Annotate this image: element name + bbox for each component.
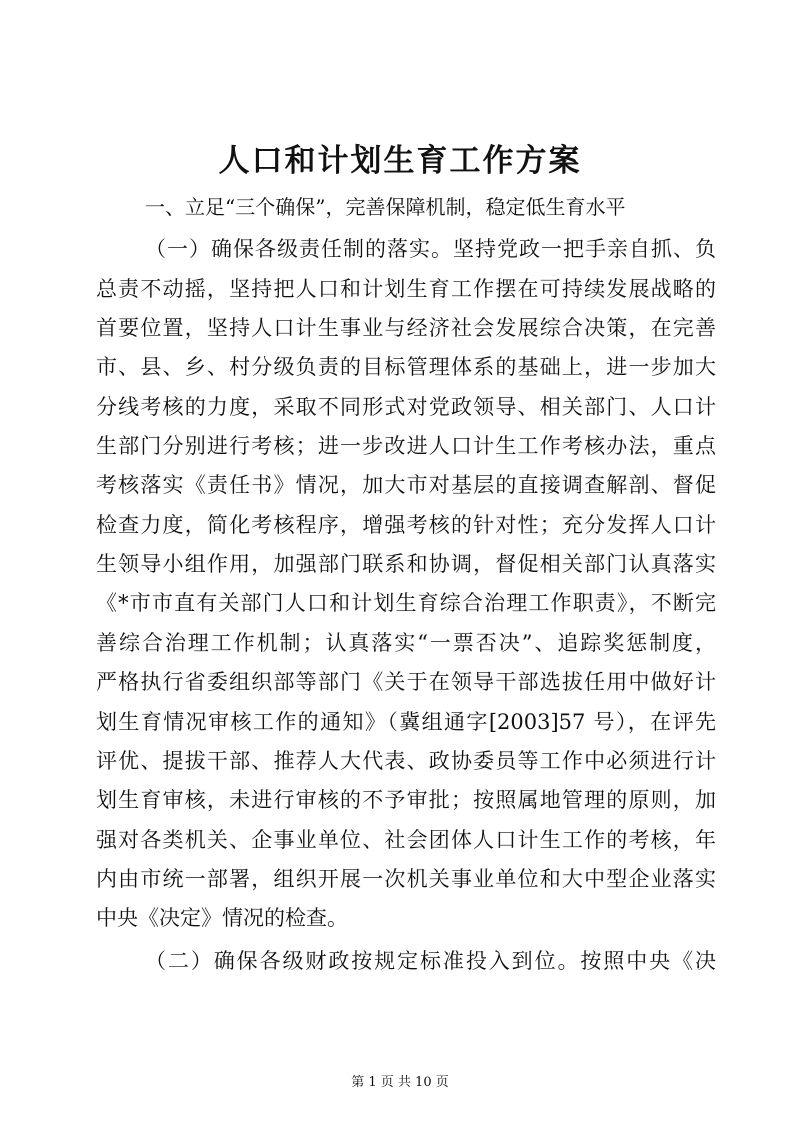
page-number: 第 1 页 共 10 页	[351, 1075, 449, 1090]
document-title: 人口和计划生育工作方案	[218, 143, 582, 179]
paragraph-1-line: 内由市统一部署，组织开展一次机关事业单位和大中型企业落实	[96, 867, 716, 891]
paragraph-1-line: 考核落实《责任书》情况，加大市对基层的直接调查解剖、督促	[96, 473, 716, 497]
paragraph-1-line: 划生育情况审核工作的通知》（冀组通字[2003]57 号），在评先	[96, 710, 716, 734]
section-heading: 一、立足“三个确保”，完善保障机制，稳定低生育水平	[145, 195, 626, 219]
paragraph-1-line: 评优、提拔干部、推荐人大代表、政协委员等工作中必须进行计	[96, 749, 716, 773]
paragraph-1-line: 分线考核的力度，采取不同形式对党政领导、相关部门、人口计	[96, 395, 716, 419]
paragraph-1-line: 划生育审核，未进行审核的不予审批；按照属地管理的原则，加	[96, 788, 716, 812]
paragraph-1-line: 市、县、乡、村分级负责的目标管理体系的基础上，进一步加大	[96, 355, 716, 379]
paragraph-1-line: 总责不动摇，坚持把人口和计划生育工作摆在可持续发展战略的	[96, 277, 716, 301]
paragraph-1-line: 生部门分别进行考核；进一步改进人口计生工作考核办法，重点	[96, 434, 716, 458]
paragraph-1-line: 《*市市直有关部门人口和计划生育综合治理工作职责》，不断完	[96, 591, 716, 615]
paragraph-1-line: 检查力度，简化考核程序，增强考核的针对性；充分发挥人口计	[96, 513, 716, 537]
paragraph-1-line: 强对各类机关、企事业单位、社会团体人口计生工作的考核，年	[96, 828, 716, 852]
paragraph-1-line: 首要位置，坚持人口计生事业与经济社会发展综合决策，在完善	[96, 316, 716, 340]
paragraph-2-line: （二）确保各级财政按规定标准投入到位。按照中央《决	[145, 949, 716, 973]
paragraph-1-line: 中央《决定》情况的检查。	[96, 906, 348, 930]
paragraph-1-line: 严格执行省委组织部等部门《关于在领导干部选拔任用中做好计	[96, 670, 716, 694]
paragraph-1-line: 善综合治理工作机制；认真落实“一票否决”、追踪奖惩制度，	[96, 631, 716, 655]
paragraph-1-line: 生领导小组作用，加强部门联系和协调，督促相关部门认真落实	[96, 552, 716, 576]
paragraph-1-line: （一）确保各级责任制的落实。坚持党政一把手亲自抓、负	[145, 237, 716, 261]
